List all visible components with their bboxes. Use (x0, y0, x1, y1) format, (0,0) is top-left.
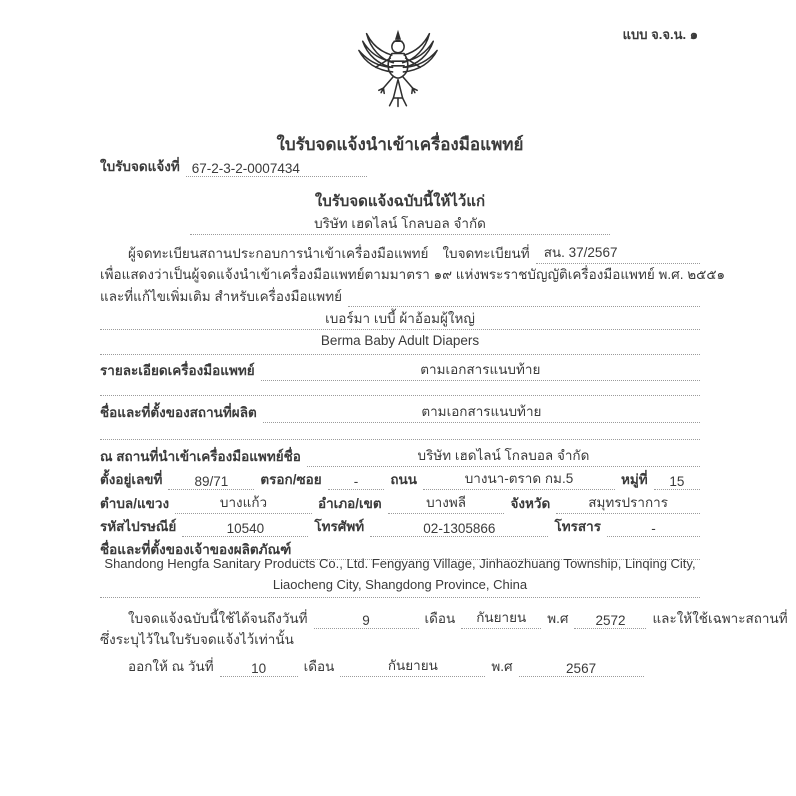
validity-suffix: และให้ใช้เฉพาะสถานที่ (652, 611, 788, 626)
issue-month-label: เดือน (303, 659, 335, 674)
postal-code-label: รหัสไปรษณีย์ (100, 519, 177, 534)
address-row-1 (100, 467, 700, 490)
issue-era-label: พ.ศ (491, 659, 513, 674)
dotted-rule (100, 329, 700, 330)
dotted-rule (100, 439, 700, 440)
district-label: อำเภอ/เขต (317, 496, 382, 511)
phone-label: โทรศัพท์ (314, 519, 365, 534)
soi-label: ตรอก/ซอย (260, 472, 322, 487)
address-row-2 (100, 491, 700, 514)
issue-prefix: ออกให้ ณ วันที่ (128, 659, 214, 674)
manufacture-site-value: ตามเอกสารแนบท้าย (263, 400, 700, 423)
validity-row (100, 606, 788, 629)
district-value: บางพลี (388, 491, 505, 514)
phone-value: 02-1305866 (370, 521, 548, 537)
address-row-3 (100, 515, 700, 537)
issue-day: 10 (220, 661, 298, 677)
dotted-rule (100, 597, 700, 598)
registration-number-value: สน. 37/2567 (536, 241, 700, 264)
road-value: บางนา-ตราด กม.5 (423, 467, 615, 490)
device-details-row (100, 358, 700, 381)
road-label: ถนน (390, 472, 417, 487)
device-details-label: รายละเอียดเครื่องมือแพทย์ (100, 363, 255, 378)
fax-value: - (607, 521, 700, 537)
manufacture-site-row (100, 400, 700, 423)
validity-prefix: ใบจดแจ้งฉบับนี้ใช้ได้จนถึงวันที่ (128, 611, 308, 626)
issue-year: 2567 (519, 661, 644, 677)
issue-month: กันยายน (340, 654, 485, 677)
province-value: สมุทรปราการ (556, 491, 700, 514)
validity-day: 9 (314, 613, 419, 629)
garuda-emblem-icon (352, 26, 444, 127)
soi-value: - (328, 474, 385, 490)
product-owner-label: ชื่อและที่ตั้งของเจ้าของผลิตภัณฑ์ (100, 542, 292, 557)
product-owner-line-2: Liaocheng City, Shangdong Province, China (272, 577, 528, 592)
statement-text-1: เพื่อแสดงว่าเป็นผู้จดแจ้งนำเข้าเครื่องมือแพทย์ตามมาตรา ๑๙ แห่งพระราชบัญญัติเครื่องมือแพทย์ พ.ศ. ๒๕๕๑ (100, 267, 726, 282)
dotted-rule (100, 354, 700, 355)
address-no-value: 89/71 (168, 474, 254, 490)
issued-to-heading: ใบรับจดแจ้งฉบับนี้ให้ไว้แก่ (314, 193, 486, 210)
device-details-value: ตามเอกสารแนบท้าย (261, 358, 700, 381)
statement-line-2 (100, 285, 700, 307)
moo-label: หมู่ที่ (620, 472, 648, 487)
validity-era-label: พ.ศ (547, 611, 569, 626)
address-no-label: ตั้งอยู่เลขที่ (100, 472, 163, 487)
validity-month-label: เดือน (424, 611, 456, 626)
receipt-number-value: 67-2-3-2-0007434 (186, 161, 367, 177)
validity-continuation: ซึ่งระบุไว้ในใบรับจดแจ้งไว้เท่านั้น (100, 632, 294, 647)
page-title: ใบรับจดแจ้งนำเข้าเครื่องมือแพทย์ (276, 135, 524, 154)
validity-month: กันยายน (461, 606, 541, 629)
fax-label: โทรสาร (554, 519, 601, 534)
validity-year: 2572 (574, 613, 646, 629)
statement-text-2: และที่แก้ไขเพิ่มเติม สำหรับเครื่องมือแพทย์ (100, 289, 343, 304)
product-owner-line-1: Shandong Hengfa Sanitary Products Co., Ltd. Fengyang Village, Jinhaozhuang Township, Linqing City, (104, 556, 696, 571)
device-name-en: Berma Baby Adult Diapers (320, 333, 480, 348)
registrant-text: ผู้จดทะเบียนสถานประกอบการนำเข้าเครื่องมือแพทย์ (128, 246, 429, 261)
validity-continuation-row (100, 628, 700, 650)
registrant-row (100, 241, 700, 264)
dotted-rule (100, 395, 700, 396)
manufacture-site-label: ชื่อและที่ตั้งของสถานที่ผลิต (100, 405, 257, 420)
import-site-label: ณ สถานที่นำเข้าเครื่องมือแพทย์ชื่อ (100, 449, 301, 464)
form-code: แบบ จ.จ.น. ๑ (622, 27, 698, 42)
issue-date-row (100, 654, 700, 677)
subdistrict-value: บางแก้ว (175, 491, 312, 514)
dotted-rule (190, 234, 610, 235)
registration-number-label: ใบจดทะเบียนที่ (442, 246, 530, 261)
postal-code-value: 10540 (182, 521, 308, 537)
device-name-th: เบอร์มา เบบี้ ผ้าอ้อมผู้ใหญ่ (325, 311, 475, 326)
import-site-row (100, 444, 700, 467)
import-site-name: บริษัท เฮดไลน์ โกลบอล จำกัด (307, 444, 700, 467)
receipt-number-label: ใบรับจดแจ้งที่ (100, 159, 180, 174)
statement-line-1 (100, 263, 726, 285)
grantee-company-name: บริษัท เฮดไลน์ โกลบอล จำกัด (314, 216, 486, 231)
province-label: จังหวัด (510, 496, 551, 511)
moo-value: 15 (654, 474, 700, 490)
receipt-number-row (100, 155, 700, 177)
subdistrict-label: ตำบล/แขวง (100, 496, 170, 511)
